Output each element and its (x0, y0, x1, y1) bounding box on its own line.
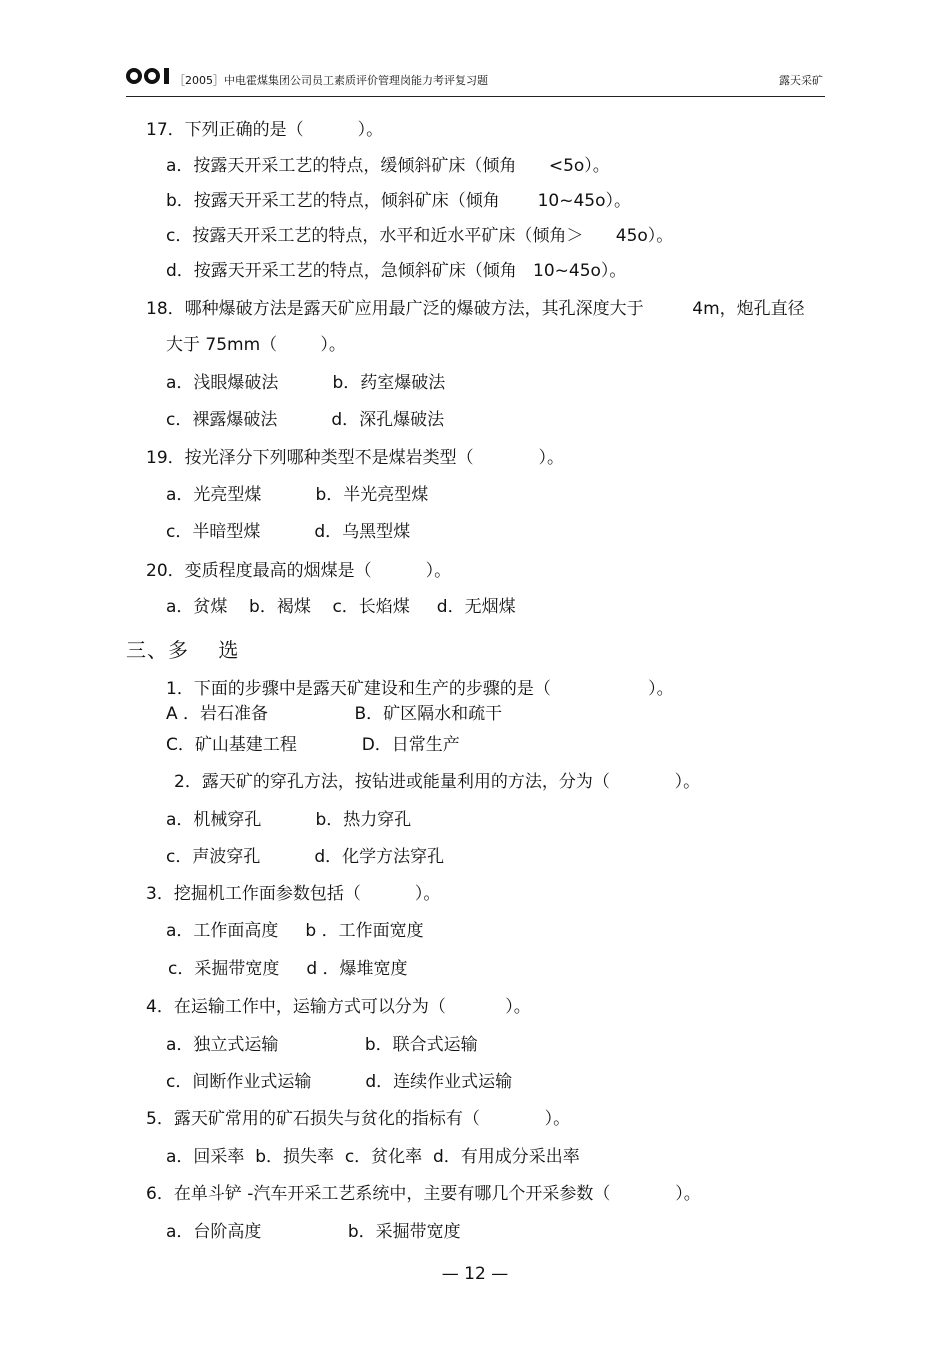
q20-options: a．贫煤 b．褐煤 c．长焰煤 d．无烟煤 (166, 597, 516, 617)
question-18: 18．哪种爆破方法是露天矿应用最广泛的爆破方法，其孔深度大于 4m，炮孔直径 (146, 299, 805, 319)
multi-question-6: 6．在单斗铲 -汽车开采工艺系统中，主要有哪几个开采参数（ ）。 (146, 1184, 701, 1204)
question-18-cont: 大于 75mm（ ）。 (166, 335, 346, 355)
question-19: 19．按光泽分下列哪种类型不是煤岩类型（ ）。 (146, 448, 564, 468)
m3-options-cd: c．采掘带宽度 d ．爆堆宽度 (168, 959, 408, 979)
question-17: 17．下列正确的是（ ）。 (146, 120, 384, 140)
q17-option-d: d．按露天开采工艺的特点，急倾斜矿床（倾角 10~45o）。 (166, 261, 627, 281)
m6-options-ab: a．台阶高度 b．采掘带宽度 (166, 1222, 461, 1242)
q18-options-ab: a．浅眼爆破法 b．药室爆破法 (166, 373, 446, 393)
m2-options-ab: a．机械穿孔 b．热力穿孔 (166, 810, 412, 830)
m1-options-cd: C．矿山基建工程 D．日常生产 (166, 735, 460, 755)
m5-options: a．回采率 b．损失率 c．贫化率 d．有用成分采出率 (166, 1147, 580, 1167)
multi-question-1: 1．下面的步骤中是露天矿建设和生产的步骤的是（ ）。 (166, 679, 674, 699)
header-title: ［2005］中电霍煤集团公司员工素质评价管理岗能力考评复习题 (174, 74, 488, 87)
q18-options-cd: c．裸露爆破法 d．深孔爆破法 (166, 410, 445, 430)
m4-options-cd: c．间断作业式运输 d．连续作业式运输 (166, 1072, 513, 1092)
m2-options-cd: c．声波穿孔 d．化学方法穿孔 (166, 847, 445, 867)
page-number: — 12 — (441, 1264, 509, 1284)
m1-options-ab: A ．岩石准备 B．矿区隔水和疏干 (166, 704, 503, 724)
q19-options-cd: c．半暗型煤 d．乌黑型煤 (166, 522, 411, 542)
multi-question-4: 4．在运输工作中，运输方式可以分为（ ）。 (146, 997, 531, 1017)
company-logo (126, 68, 169, 84)
q17-option-b: b．按露天开采工艺的特点，倾斜矿床（倾角 10~45o）。 (166, 191, 632, 211)
question-20: 20．变质程度最高的烟煤是（ ）。 (146, 561, 452, 581)
q17-option-c: c．按露天开采工艺的特点，水平和近水平矿床（倾角＞ 45o）。 (166, 226, 674, 246)
multi-question-2: 2．露天矿的穿孔方法，按钻进或能量利用的方法，分为（ ）。 (174, 772, 701, 792)
section-heading-multiple-choice: 三、多 选 (126, 638, 240, 662)
page-header (126, 64, 825, 97)
q17-option-a: a．按露天开采工艺的特点，缓倾斜矿床（倾角 <5o）。 (166, 156, 610, 176)
header-subject: 露天采矿 (779, 74, 823, 87)
multi-question-3: 3．挖掘机工作面参数包括（ ）。 (146, 884, 441, 904)
m4-options-ab: a．独立式运输 b．联合式运输 (166, 1035, 478, 1055)
m3-options-ab: a．工作面高度 b ．工作面宽度 (166, 921, 424, 941)
multi-question-5: 5．露天矿常用的矿石损失与贫化的指标有（ ）。 (146, 1109, 571, 1129)
q19-options-ab: a．光亮型煤 b．半光亮型煤 (166, 485, 429, 505)
